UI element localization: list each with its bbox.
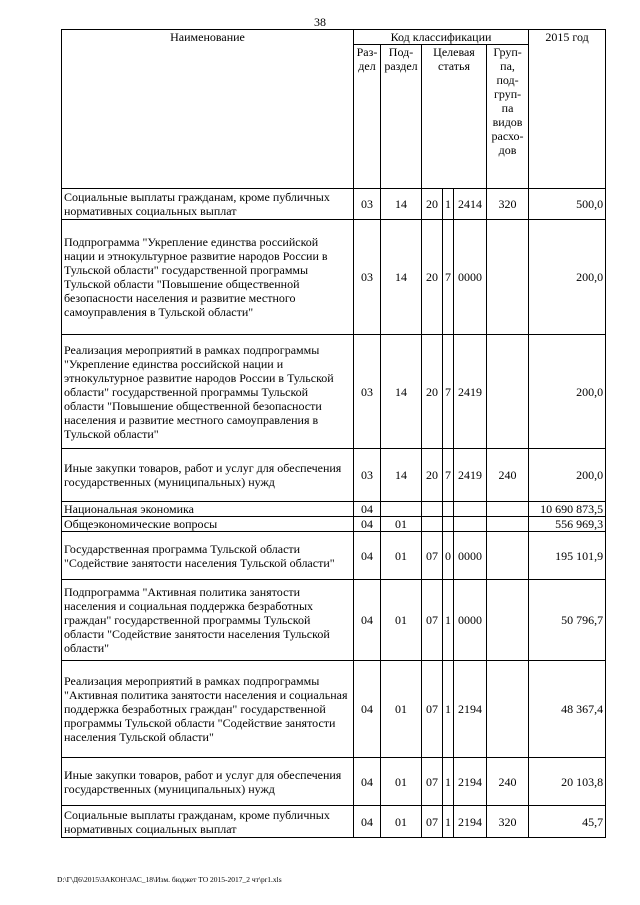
cell-t2: 1 (443, 758, 454, 806)
header-name: Наименование (62, 30, 354, 189)
cell-name: Социальные выплаты гражданам, кроме публичных нормативных социальных выплат (62, 806, 354, 838)
cell-t3: 2194 (454, 661, 487, 758)
cell-pr: 14 (381, 335, 422, 449)
cell-vr (487, 661, 529, 758)
cell-rz: 03 (354, 189, 381, 220)
cell-pr: 14 (381, 449, 422, 502)
cell-name: Иные закупки товаров, работ и услуг для обеспечения государственных (муниципальных) нужд (62, 758, 354, 806)
cell-t3: 2414 (454, 189, 487, 220)
cell-sum: 50 796,7 (529, 580, 606, 661)
cell-t3: 2194 (454, 758, 487, 806)
cell-name: Подпрограмма "Укрепление единства российской нации и этнокультурное развитие народов России в Тульской области" государственной программы Тульской области "Повышение общественной безопасности населения и развитие местного самоуправления в Тульской области" (62, 220, 354, 335)
cell-t1 (422, 502, 443, 517)
cell-vr: 240 (487, 449, 529, 502)
cell-t1: 20 (422, 449, 443, 502)
cell-sum: 200,0 (529, 335, 606, 449)
cell-sum: 10 690 873,5 (529, 502, 606, 517)
cell-t3: 2419 (454, 335, 487, 449)
cell-vr: 240 (487, 758, 529, 806)
header-year: 2015 год (529, 30, 606, 189)
cell-vr (487, 502, 529, 517)
cell-t3: 2419 (454, 449, 487, 502)
cell-rz: 04 (354, 517, 381, 532)
cell-t1: 07 (422, 661, 443, 758)
cell-vr: 320 (487, 806, 529, 838)
cell-name: Подпрограмма "Активная политика занятости населения и социальная поддержка безработных граждан" государственной программы Тульской области "Содействие занятости населения Тульской области" (62, 580, 354, 661)
cell-t2 (443, 517, 454, 532)
cell-pr: 14 (381, 189, 422, 220)
cell-vr: 320 (487, 189, 529, 220)
cell-t2: 1 (443, 580, 454, 661)
cell-pr: 01 (381, 661, 422, 758)
table-row (62, 806, 606, 838)
cell-t1: 20 (422, 189, 443, 220)
cell-sum: 195 101,9 (529, 532, 606, 580)
cell-name: Социальные выплаты гражданам, кроме публичных нормативных социальных выплат (62, 189, 354, 220)
file-path-footer: D:\Г\Д6\2015\ЗАКОН\ЗАС_18\Изм. бюджет ТО 2015-2017_2 чт\pr1.xls (57, 875, 282, 884)
table-body (62, 30, 606, 838)
cell-sum: 45,7 (529, 806, 606, 838)
table-row (62, 532, 606, 580)
cell-sum: 556 969,3 (529, 517, 606, 532)
table-row (62, 189, 606, 220)
cell-t1: 07 (422, 758, 443, 806)
cell-pr: 01 (381, 580, 422, 661)
cell-pr: 01 (381, 517, 422, 532)
cell-rz: 03 (354, 335, 381, 449)
cell-vr (487, 580, 529, 661)
header-podrazdel: Под- раздел (381, 45, 422, 189)
table-row (62, 580, 606, 661)
cell-sum: 20 103,8 (529, 758, 606, 806)
cell-vr (487, 220, 529, 335)
cell-name: Национальная экономика (62, 502, 354, 517)
cell-t2 (443, 502, 454, 517)
cell-t3 (454, 517, 487, 532)
cell-t2: 7 (443, 335, 454, 449)
page-number: 38 (314, 15, 326, 29)
cell-rz: 04 (354, 661, 381, 758)
cell-sum: 500,0 (529, 189, 606, 220)
cell-rz: 04 (354, 580, 381, 661)
cell-name: Общеэкономические вопросы (62, 517, 354, 532)
cell-t1: 07 (422, 580, 443, 661)
cell-pr: 01 (381, 532, 422, 580)
cell-rz: 04 (354, 502, 381, 517)
header-row-1 (62, 30, 606, 45)
cell-rz: 04 (354, 532, 381, 580)
table-row (62, 335, 606, 449)
cell-name: Государственная программа Тульской области "Содействие занятости населения Тульской области" (62, 532, 354, 580)
cell-t3: 0000 (454, 220, 487, 335)
cell-vr (487, 532, 529, 580)
cell-t2: 1 (443, 189, 454, 220)
cell-pr: 01 (381, 806, 422, 838)
cell-sum: 48 367,4 (529, 661, 606, 758)
cell-t2: 7 (443, 220, 454, 335)
table-row (62, 220, 606, 335)
cell-name: Реализация мероприятий в рамках подпрограммы "Укрепление единства российской нации и этнокультурное развитие народов России в Тульской области" государственной программы Тульской области "Повышение общественной безопасности населения и развитие местного самоуправления в Тульской области" (62, 335, 354, 449)
cell-t2: 1 (443, 661, 454, 758)
cell-vr (487, 335, 529, 449)
cell-sum: 200,0 (529, 220, 606, 335)
header-target: Целевая статья (422, 45, 487, 189)
cell-sum: 200,0 (529, 449, 606, 502)
cell-rz: 03 (354, 449, 381, 502)
cell-t3: 0000 (454, 532, 487, 580)
cell-rz: 04 (354, 806, 381, 838)
cell-t1: 20 (422, 335, 443, 449)
cell-pr: 01 (381, 758, 422, 806)
cell-t3: 0000 (454, 580, 487, 661)
cell-pr: 14 (381, 220, 422, 335)
cell-t2: 1 (443, 806, 454, 838)
cell-t1: 20 (422, 220, 443, 335)
table-row (62, 661, 606, 758)
header-group: Груп- па, под- груп- па видов расхо- дов (487, 45, 529, 189)
table-row (62, 517, 606, 532)
cell-t3: 2194 (454, 806, 487, 838)
table-row (62, 449, 606, 502)
cell-t3 (454, 502, 487, 517)
cell-pr (381, 502, 422, 517)
cell-rz: 04 (354, 758, 381, 806)
header-code: Код классификации (354, 30, 529, 45)
cell-t2: 7 (443, 449, 454, 502)
cell-t2: 0 (443, 532, 454, 580)
cell-name: Иные закупки товаров, работ и услуг для обеспечения государственных (муниципальных) нужд (62, 449, 354, 502)
cell-t1: 07 (422, 532, 443, 580)
cell-vr (487, 517, 529, 532)
table-row (62, 758, 606, 806)
cell-t1: 07 (422, 806, 443, 838)
table-row (62, 502, 606, 517)
cell-t1 (422, 517, 443, 532)
header-razdel: Раз- дел (354, 45, 381, 189)
cell-name: Реализация мероприятий в рамках подпрограммы "Активная политика занятости населения и социальная поддержка безработных граждан" государственной программы Тульской области "Содействие занятости населения Тульской области" (62, 661, 354, 758)
cell-rz: 03 (354, 220, 381, 335)
budget-table (61, 29, 606, 838)
